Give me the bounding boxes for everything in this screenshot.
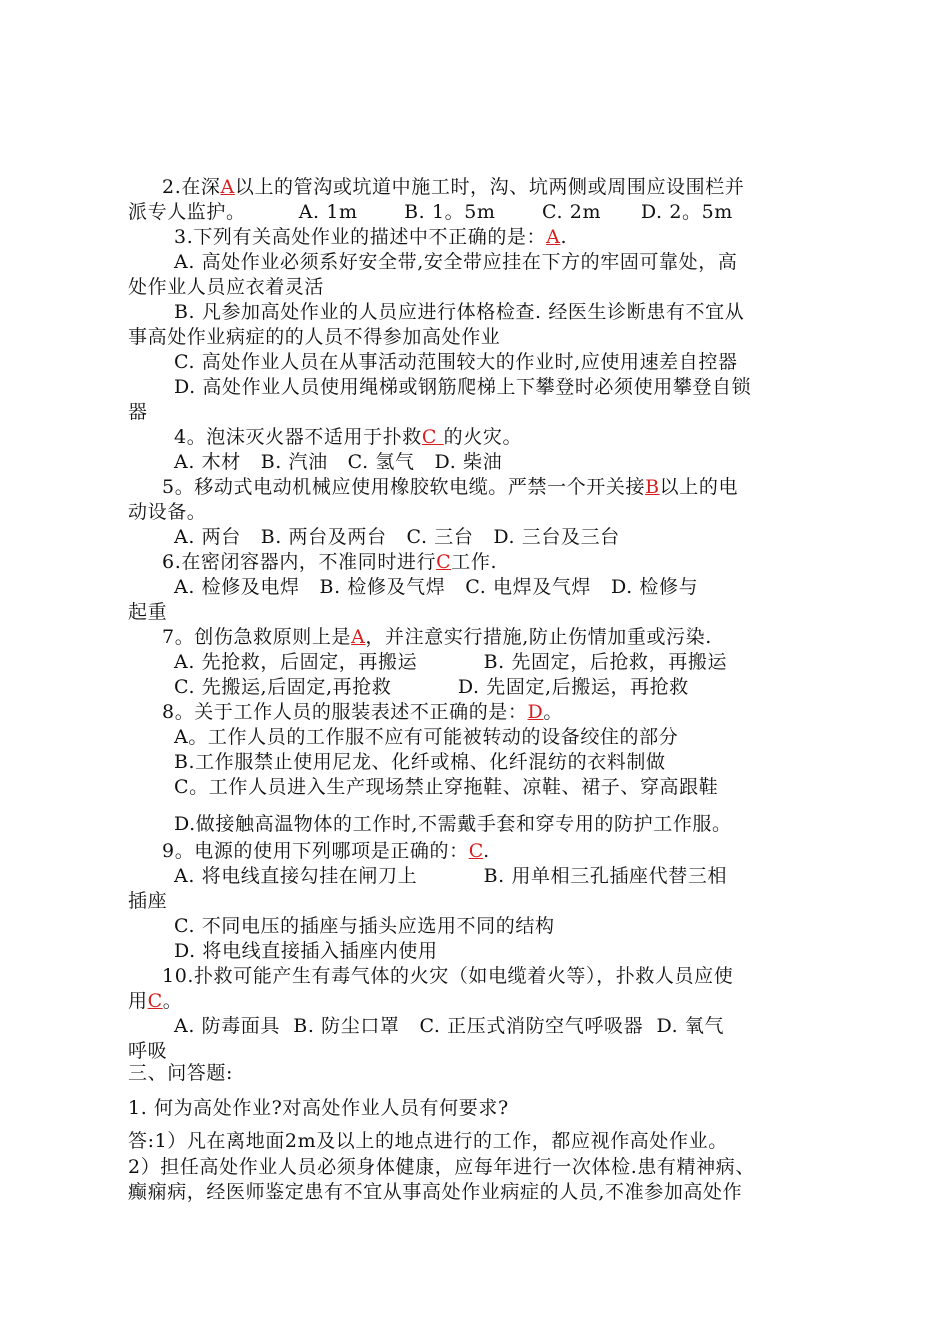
q2-options: 派专人监护。 A. 1m B. 1。5m C. 2m D. 2。5m xyxy=(128,201,733,223)
q3-option-b-cont: 事高处作业病症的的人员不得参加高处作业 xyxy=(128,326,501,348)
answer-mark: D xyxy=(527,701,544,723)
q7-options-cd: C. 先搬运,后固定,再抢救 D. 先固定,后搬运，再抢救 xyxy=(174,676,689,698)
answer-mark: C xyxy=(147,990,163,1012)
section-heading: 三、问答题: xyxy=(128,1062,234,1084)
q9-options-ab: A. 将电线直接勾挂在闸刀上 B. 用单相三孔插座代替三相 xyxy=(174,865,728,887)
q3-option-c: C. 高处作业人员在从事活动范围较大的作业时,应使用速差自控器 xyxy=(174,351,738,373)
q3-option-b: B. 凡参加高处作业的人员应进行体格检查. 经医生诊断患有不宜从 xyxy=(174,301,745,323)
q10-stem-cont: 用C。 xyxy=(128,990,183,1012)
q5-stem: 5。移动式电动机械应使用橡胶软电缆。严禁一个开关接B以上的电 xyxy=(162,476,739,498)
answer-mark: C xyxy=(468,840,484,862)
q4-options: A. 木材 B. 汽油 C. 氢气 D. 柴油 xyxy=(174,451,503,473)
q8-option-b: B.工作服禁止使用尼龙、化纤或棉、化纤混纺的衣料制做 xyxy=(174,751,666,773)
answer-mark: C xyxy=(421,426,444,448)
answer-mark: A xyxy=(546,226,561,248)
q9-option-d: D. 将电线直接插入插座内使用 xyxy=(174,940,438,962)
q4-stem: 4。泡沫灭火器不适用于扑救C 的火灾。 xyxy=(174,426,523,448)
qa1-answer-1: 答:1）凡在离地面2m及以上的地点进行的工作，都应视作高处作业。 xyxy=(128,1130,728,1152)
answer-mark: C xyxy=(436,551,452,573)
q10-options-cont: 呼吸 xyxy=(128,1040,168,1062)
answer-mark: A xyxy=(351,626,366,648)
q6-options: A. 检修及电焊 B. 检修及气焊 C. 电焊及气焊 D. 检修与 xyxy=(174,576,699,598)
q7-stem: 7。创伤急救原则上是A，并注意实行措施,防止伤情加重或污染. xyxy=(162,626,712,648)
qa1-answer-2: 2）担任高处作业人员必须身体健康，应每年进行一次体检.患有精神病、 xyxy=(128,1156,755,1178)
qa1-question: 1. 何为高处作业?对高处作业人员有何要求? xyxy=(128,1097,509,1119)
q6-options-cont: 起重 xyxy=(128,601,168,623)
q6-stem: 6.在密闭容器内，不准同时进行C工作. xyxy=(162,551,498,573)
q10-stem: 10.扑救可能产生有毒气体的火灾（如电缆着火等），扑救人员应使 xyxy=(162,965,734,987)
answer-mark: A xyxy=(220,176,235,198)
q8-stem: 8。关于工作人员的服装表述不正确的是：D。 xyxy=(162,701,563,723)
q5-stem-cont: 动设备。 xyxy=(128,501,207,523)
q7-options-ab: A. 先抢救，后固定，再搬运 B. 先固定，后抢救，再搬运 xyxy=(174,651,728,673)
q2-line1: 2.在深A以上的管沟或坑道中施工时，沟、坑两侧或周围应设围栏并 xyxy=(162,176,745,198)
q5-options: A. 两台 B. 两台及两台 C. 三台 D. 三台及三台 xyxy=(174,526,620,548)
answer-mark: B xyxy=(645,476,660,498)
q8-option-d: D.做接触高温物体的工作时,不需戴手套和穿专用的防护工作服。 xyxy=(174,813,732,835)
qa1-answer-2-cont: 癫痫病，经医师鉴定患有不宜从事高处作业病症的人员,不准参加高处作 xyxy=(128,1181,743,1203)
q9-options-ab-cont: 插座 xyxy=(128,890,168,912)
q9-stem: 9。电源的使用下列哪项是正确的：C. xyxy=(162,840,490,862)
q8-option-c: C。工作人员进入生产现场禁止穿拖鞋、凉鞋、裙子、穿高跟鞋 xyxy=(174,776,719,798)
q3-option-d-cont: 器 xyxy=(128,401,148,423)
q3-option-a: A. 高处作业必须系好安全带,安全带应挂在下方的牢固可靠处，高 xyxy=(174,251,738,273)
q8-option-a: A。工作人员的工作服不应有可能被转动的设备绞住的部分 xyxy=(174,726,679,748)
q9-option-c: C. 不同电压的插座与插头应选用不同的结构 xyxy=(174,915,555,937)
q10-options: A. 防毒面具 B. 防尘口罩 C. 正压式消防空气呼吸器 D. 氧气 xyxy=(174,1015,725,1037)
q3-option-a-cont: 处作业人员应衣着灵活 xyxy=(128,276,325,298)
q3-option-d: D. 高处作业人员使用绳梯或钢筋爬梯上下攀登时必须使用攀登自锁 xyxy=(174,376,752,398)
q3-stem: 3.下列有关高处作业的描述中不正确的是：A. xyxy=(174,226,568,248)
